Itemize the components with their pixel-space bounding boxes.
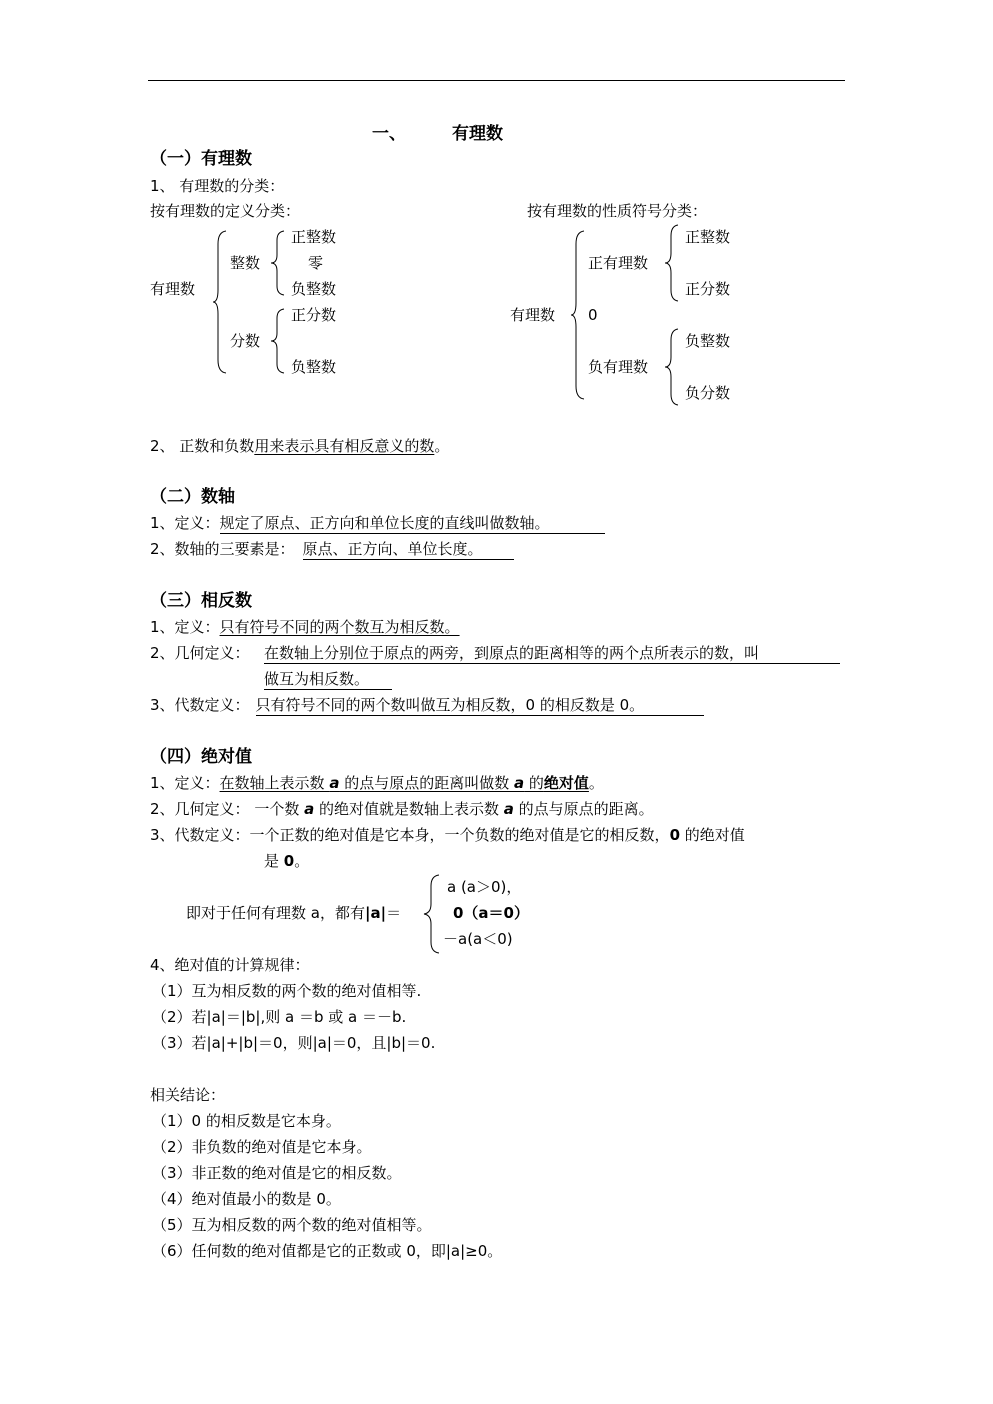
s4-line-1-end: 。: [588, 774, 604, 792]
conclusions-title: 相关结论：: [150, 1086, 226, 1104]
s3-line-2-prefix: 2、几何定义：: [150, 644, 250, 662]
s4-line-1-var2: a: [514, 774, 525, 792]
conclusion-item: （1）0 的相反数是它本身。: [152, 1112, 341, 1130]
s2-line-2-prefix: 2、数轴的三要素是：: [150, 540, 295, 558]
s4-line-2-prefix: 2、几何定义：: [150, 800, 250, 818]
s4-line-1-a: 在数轴上表示数: [219, 774, 330, 792]
right-tree-pos-int: 正整数: [685, 228, 731, 246]
left-tree-pos-frac: 正分数: [291, 306, 337, 324]
rule-3: （3）若|a|+|b|＝0，则|a|＝0，且|b|＝0.: [152, 1034, 436, 1052]
s4-line-2-b: 的绝对值就是数轴上表示数: [314, 800, 504, 818]
s3-line-2-text-a: [264, 643, 840, 664]
left-caption: 按有理数的定义分类：: [150, 202, 301, 220]
left-tree-neg-int: 负整数: [291, 280, 337, 298]
left-tree-integer: 整数: [230, 254, 261, 272]
right-tree-neg-int: 负整数: [685, 332, 731, 350]
s3-line-1: [150, 617, 460, 637]
right-tree-neg-frac: 负分数: [685, 384, 731, 402]
s4-line-1-b: 的点与原点的距离叫做数: [339, 774, 514, 792]
s3-line-2-b: 做互为相反数。: [264, 669, 392, 690]
left-tree-zero: 零: [308, 254, 324, 272]
left-tree-fraction: 分数: [230, 332, 261, 350]
left-tree-brace: [212, 230, 228, 374]
s4-line-3-c: 是: [264, 852, 284, 870]
conclusion-item: （2）非负数的绝对值是它本身。: [152, 1138, 372, 1156]
case-zero: 0（a＝0）: [453, 904, 529, 922]
right-tree-brace: [570, 230, 586, 400]
rule-1: （1）互为相反数的两个数的绝对值相等.: [152, 982, 422, 1000]
s2-line-1-prefix: 1、定义：: [150, 514, 220, 532]
formula-abs: |a|: [364, 904, 387, 922]
s1-item-1: 1、 有理数的分类：: [150, 177, 285, 195]
s4-line-3-prefix: 3、代数定义：: [150, 826, 250, 844]
s2-line-1-text: 规定了原点、正方向和单位长度的直线叫做数轴。: [220, 513, 605, 534]
s2-line-2-text: 原点、正方向、单位长度。: [303, 539, 514, 560]
s4-line-2-var2: a: [503, 800, 514, 818]
s3-line-3: [150, 695, 704, 716]
s4-line-2-var: a: [304, 800, 315, 818]
formula-eq: ＝: [386, 904, 402, 922]
header-rule: [148, 80, 845, 81]
conclusion-item: （4）绝对值最小的数是 0。: [152, 1190, 341, 1208]
right-tree-positive: 正有理数: [588, 254, 649, 272]
right-caption: 按有理数的性质符号分类：: [527, 202, 708, 220]
s4-line-3-zero2: 0: [283, 852, 295, 870]
s1-item-2: [150, 436, 449, 456]
piecewise-brace: [423, 874, 441, 954]
right-tree-root: 有理数: [510, 306, 556, 324]
s3-line-1-text: 只有符号不同的两个数互为相反数。: [219, 618, 460, 636]
s1-item-2-prefix: 2、 正数和负数: [150, 437, 255, 455]
s4-line-1: [150, 773, 604, 793]
s4-line-3-end: 。: [294, 852, 310, 870]
s3-line-2-a: 在数轴上分别位于原点的两旁，到原点的距离相等的两个点所表示的数，叫: [264, 643, 840, 664]
positive-brace: [664, 224, 680, 302]
fraction-brace: [270, 308, 286, 374]
s3-line-3-text: 只有符号不同的两个数叫做互为相反数，0 的相反数是 0。: [256, 695, 704, 716]
s4-line-4: 4、绝对值的计算规律：: [150, 956, 310, 974]
s2-line-2: [150, 539, 514, 560]
s4-line-3-zero: 0: [669, 826, 680, 844]
s4-line-3-cont: [264, 851, 309, 871]
s4-line-3: [150, 825, 745, 845]
s4-line-1-prefix: 1、定义：: [150, 774, 220, 792]
left-tree-neg-frac: 负整数: [291, 358, 337, 376]
negative-brace: [664, 328, 680, 406]
section-3-heading: （三）相反数: [150, 591, 252, 611]
left-tree-root: 有理数: [150, 280, 196, 298]
s1-item-2-text: 用来表示具有相反意义的数: [254, 437, 435, 455]
right-tree-zero: 0: [588, 306, 598, 324]
s4-line-2-c: 的点与原点的距离。: [513, 800, 654, 818]
right-tree-pos-frac: 正分数: [685, 280, 731, 298]
chapter-title: 有理数: [452, 124, 503, 144]
conclusion-item: （6）任何数的绝对值都是它的正数或 0，即|a|≥0。: [152, 1242, 503, 1260]
formula-line: [186, 903, 401, 923]
right-tree-negative: 负有理数: [588, 358, 649, 376]
section-2-heading: （二）数轴: [150, 487, 235, 507]
left-tree-pos-int: 正整数: [291, 228, 337, 246]
rule-2: （2）若|a|＝|b|,则 a ＝b 或 a ＝－b.: [152, 1008, 407, 1026]
s4-line-2-a: 一个数: [249, 800, 305, 818]
s3-line-1-prefix: 1、定义：: [150, 618, 220, 636]
s4-line-1-bold: 绝对值: [543, 774, 589, 792]
s4-line-1-underlined: [220, 774, 589, 792]
section-4-heading: （四）绝对值: [150, 747, 252, 767]
case-negative: －a(a＜0): [443, 930, 513, 948]
s1-item-2-end: 。: [434, 437, 450, 455]
formula-lead: 即对于任何有理数 a，都有: [186, 904, 365, 922]
s4-line-3-b: 的绝对值: [680, 826, 745, 844]
s4-line-1-c: 的: [524, 774, 544, 792]
chapter-number: 一、: [372, 124, 406, 144]
conclusion-item: （5）互为相反数的两个数的绝对值相等。: [152, 1216, 432, 1234]
s3-line-2-text-b: [264, 669, 392, 690]
conclusion-item: （3）非正数的绝对值是它的相反数。: [152, 1164, 402, 1182]
case-positive: a (a＞0)，: [447, 878, 522, 896]
s4-line-1-var: a: [329, 774, 340, 792]
s2-line-1: [150, 513, 605, 534]
integer-brace: [270, 230, 286, 296]
s4-line-3-a: 一个正数的绝对值是它本身，一个负数的绝对值是它的相反数，: [249, 826, 670, 844]
section-1-heading: （一）有理数: [150, 149, 252, 169]
s3-line-3-prefix: 3、代数定义：: [150, 696, 250, 714]
s4-line-2: [150, 799, 654, 819]
